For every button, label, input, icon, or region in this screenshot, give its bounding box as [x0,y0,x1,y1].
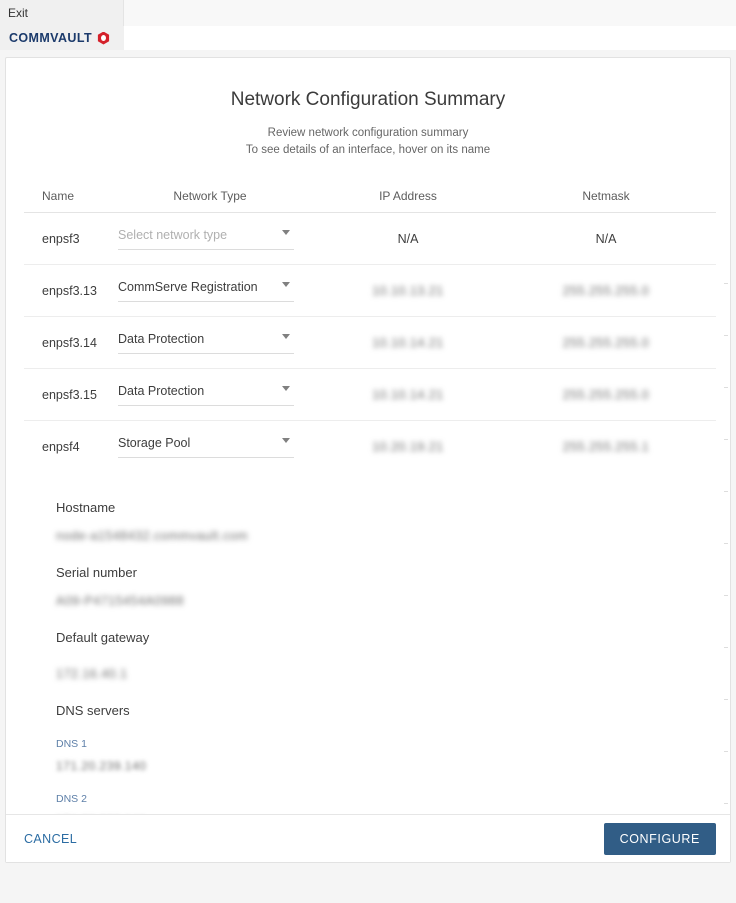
chevron-down-icon[interactable] [282,282,290,287]
interface-name[interactable]: enpsf4 [42,439,80,454]
network-type-select[interactable] [118,280,294,302]
chevron-down-icon[interactable] [282,230,290,235]
ip-address-cell [308,336,508,350]
netmask-cell [508,388,704,402]
brand-bar-background [124,26,736,50]
hostname-value [56,529,730,543]
subtitle-line-1: Review network configuration summary [267,127,469,139]
interface-name[interactable]: enpsf3 [42,231,80,246]
interface-name[interactable]: enpsf3.14 [42,335,97,350]
ip-address-value: 10.20.19.21 [372,439,444,454]
exit-tab[interactable] [0,0,124,26]
ip-address-value: 10.10.13.21 [372,283,444,298]
chevron-down-icon[interactable] [282,438,290,443]
netmask-cell [508,336,704,350]
exit-label: Exit [8,6,29,20]
top-bar-strip [124,0,736,26]
network-type-cell [112,228,308,250]
network-type-select[interactable] [118,384,294,406]
network-type-cell [112,332,308,354]
scroll-tick-marks [724,283,728,855]
network-interfaces-table [6,189,730,472]
ip-address-value: N/A [397,231,419,246]
network-type-cell [112,436,308,458]
netmask-cell [508,232,704,246]
network-type-value: CommServe Registration [118,279,258,294]
commvault-logo-icon [97,32,110,45]
dns1-value-text: 171.20.239.140 [56,759,147,773]
card-footer [6,814,730,862]
brand-bar [0,26,124,50]
netmask-value: 255.255.255.0 [562,283,650,298]
default-gateway-value-text: 172.16.40.1 [56,667,128,681]
ip-address-cell [308,388,508,402]
hostname-label: Hostname [56,500,116,515]
card-scroll-area[interactable] [6,58,730,814]
netmask-value: 255.255.255.0 [562,335,650,350]
chevron-down-icon[interactable] [282,334,290,339]
page-title: Network Configuration Summary [230,89,506,110]
chevron-down-icon[interactable] [282,386,290,391]
dns2-label: DNS 2 [56,793,87,805]
network-configuration-card [5,57,731,863]
interface-name[interactable]: enpsf3.15 [42,387,97,402]
netmask-value: 255.255.255.0 [562,387,650,402]
interface-name[interactable]: enpsf3.13 [42,283,97,298]
column-header-name: Name [42,189,75,203]
netmask-cell [508,440,704,454]
ip-address-cell [308,440,508,454]
ip-address-cell [308,232,508,246]
subtitle-line-2: To see details of an interface, hover on its name [245,144,491,156]
table-header-row [24,189,716,212]
page-subtitle [6,125,730,159]
ip-address-value: 10.10.14.21 [372,335,444,350]
column-header-network-type: Network Type [173,189,247,203]
browser-top-bar [0,0,736,50]
brand-name: COMMVAULT [9,31,92,45]
default-gateway-label: Default gateway [56,630,150,645]
netmask-value: 255.255.255.1 [562,439,650,454]
network-type-select[interactable] [118,228,294,250]
network-type-select[interactable] [118,436,294,458]
ip-address-value: 10.10.14.21 [372,387,444,402]
table-row [24,316,716,368]
table-row [24,420,716,472]
configure-button[interactable]: CONFIGURE [604,823,716,855]
table-row [24,368,716,420]
column-header-ip-address: IP Address [379,189,437,203]
table-row [24,264,716,316]
default-gateway-value [56,667,730,681]
table-row [24,212,716,264]
network-type-select[interactable] [118,332,294,354]
interface-details-panel [6,472,730,828]
dns-servers-label: DNS servers [56,703,130,718]
dns1-value [56,759,730,773]
serial-number-value-text: A09-P4715454A0988 [56,594,185,608]
network-type-cell [112,384,308,406]
network-type-cell [112,280,308,302]
hostname-value-text: node-a1548432.commvault.com [56,529,249,543]
netmask-value: N/A [595,231,617,246]
serial-number-label: Serial number [56,565,137,580]
table-body [24,212,716,472]
network-type-value: Storage Pool [118,435,191,450]
network-type-value: Data Protection [118,331,205,346]
cancel-button[interactable]: CANCEL [20,826,81,852]
network-type-value: Select network type [118,227,228,242]
network-type-value: Data Protection [118,383,205,398]
dns1-label: DNS 1 [56,738,87,750]
column-header-netmask: Netmask [582,189,630,203]
serial-number-value [56,594,730,608]
netmask-cell [508,284,704,298]
ip-address-cell [308,284,508,298]
